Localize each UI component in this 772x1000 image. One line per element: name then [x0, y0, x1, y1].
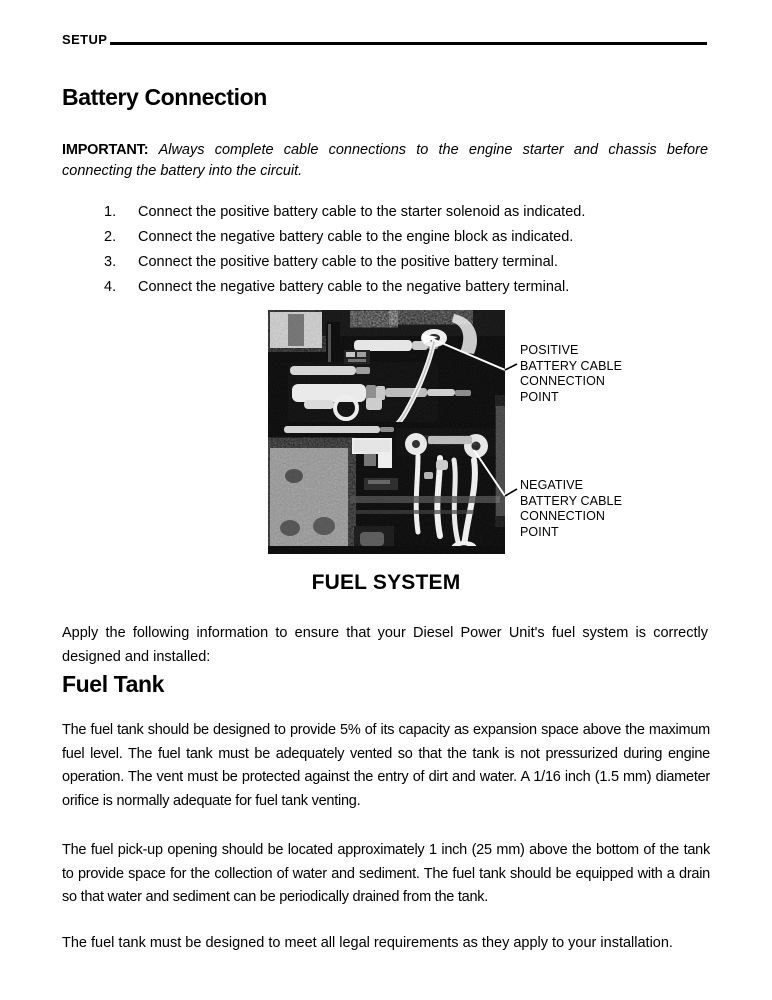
list-item — [104, 275, 704, 300]
fuel-tank-paragraph-2: The fuel pick-up opening should be located approximately 1 inch (25 mm) above the bottom of the tank to provide space for the collection of water and sediment. The fuel tank should be equipped with a drain so that water and sediment can be periodically drained from the tank. — [62, 842, 710, 905]
important-text: Always complete cable connections to the engine starter and chassis before connecting the battery into the circuit. — [62, 142, 709, 179]
important-note — [62, 140, 708, 182]
section-label: SETUP — [62, 32, 108, 47]
negative-leader-line — [505, 489, 517, 496]
list-item — [104, 250, 704, 275]
fuel-system-heading: FUEL SYSTEM — [311, 571, 461, 594]
step-text: Connect the positive battery cable to the starter solenoid as indicated. — [138, 204, 586, 220]
page-title: Battery Connection — [62, 84, 267, 110]
callout-line: BATTERY CABLE — [520, 358, 623, 373]
step-number: 3. — [104, 254, 117, 270]
step-text: Connect the negative battery cable to the engine block as indicated. — [138, 229, 574, 245]
step-text: Connect the positive battery cable to the positive battery terminal. — [138, 254, 558, 270]
list-item — [104, 225, 704, 250]
battery-steps-list — [104, 200, 704, 300]
callout-line: POSITIVE — [520, 343, 579, 357]
fuel-system-intro: Apply the following information to ensure that your Diesel Power Unit's fuel system is correctly designed and installed: — [62, 625, 708, 665]
step-text: Connect the negative battery cable to the negative battery terminal. — [138, 279, 570, 295]
important-label: IMPORTANT: — [62, 142, 149, 158]
callout-line: CONNECTION — [520, 374, 606, 388]
header-rule — [110, 42, 707, 45]
fuel-tank-heading: Fuel Tank — [62, 671, 165, 697]
engine-starter-photo-graphic — [268, 310, 505, 554]
callout-line: CONNECTION — [520, 509, 606, 523]
callout-negative — [520, 478, 622, 540]
fuel-tank-paragraph-1: The fuel tank should be designed to provide 5% of its capacity as expansion space above the maximum fuel level. The fuel tank must be adequately vented so that the tank is not pressurized during engine operation. The vent must be protected against the entry of dirt and water. A 1/16 inch (1.5 mm) diameter orifice is normally adequate for fuel tank venting. — [62, 722, 710, 809]
callout-positive — [520, 343, 622, 405]
step-number: 4. — [104, 279, 117, 295]
fuel-tank-paragraph-3: The fuel tank must be designed to meet all legal requirements as they apply to your installation. — [62, 935, 673, 951]
callout-line: POINT — [520, 524, 559, 539]
photo-image — [268, 310, 505, 554]
callout-line: NEGATIVE — [520, 478, 584, 492]
positive-leader-line — [505, 364, 517, 370]
callout-line: BATTERY CABLE — [520, 493, 623, 508]
page-header — [62, 33, 707, 47]
list-item — [104, 200, 704, 225]
step-number: 1. — [104, 204, 117, 220]
step-number: 2. — [104, 229, 117, 245]
battery-connection-photo — [268, 310, 505, 554]
callout-line: POINT — [520, 389, 559, 404]
